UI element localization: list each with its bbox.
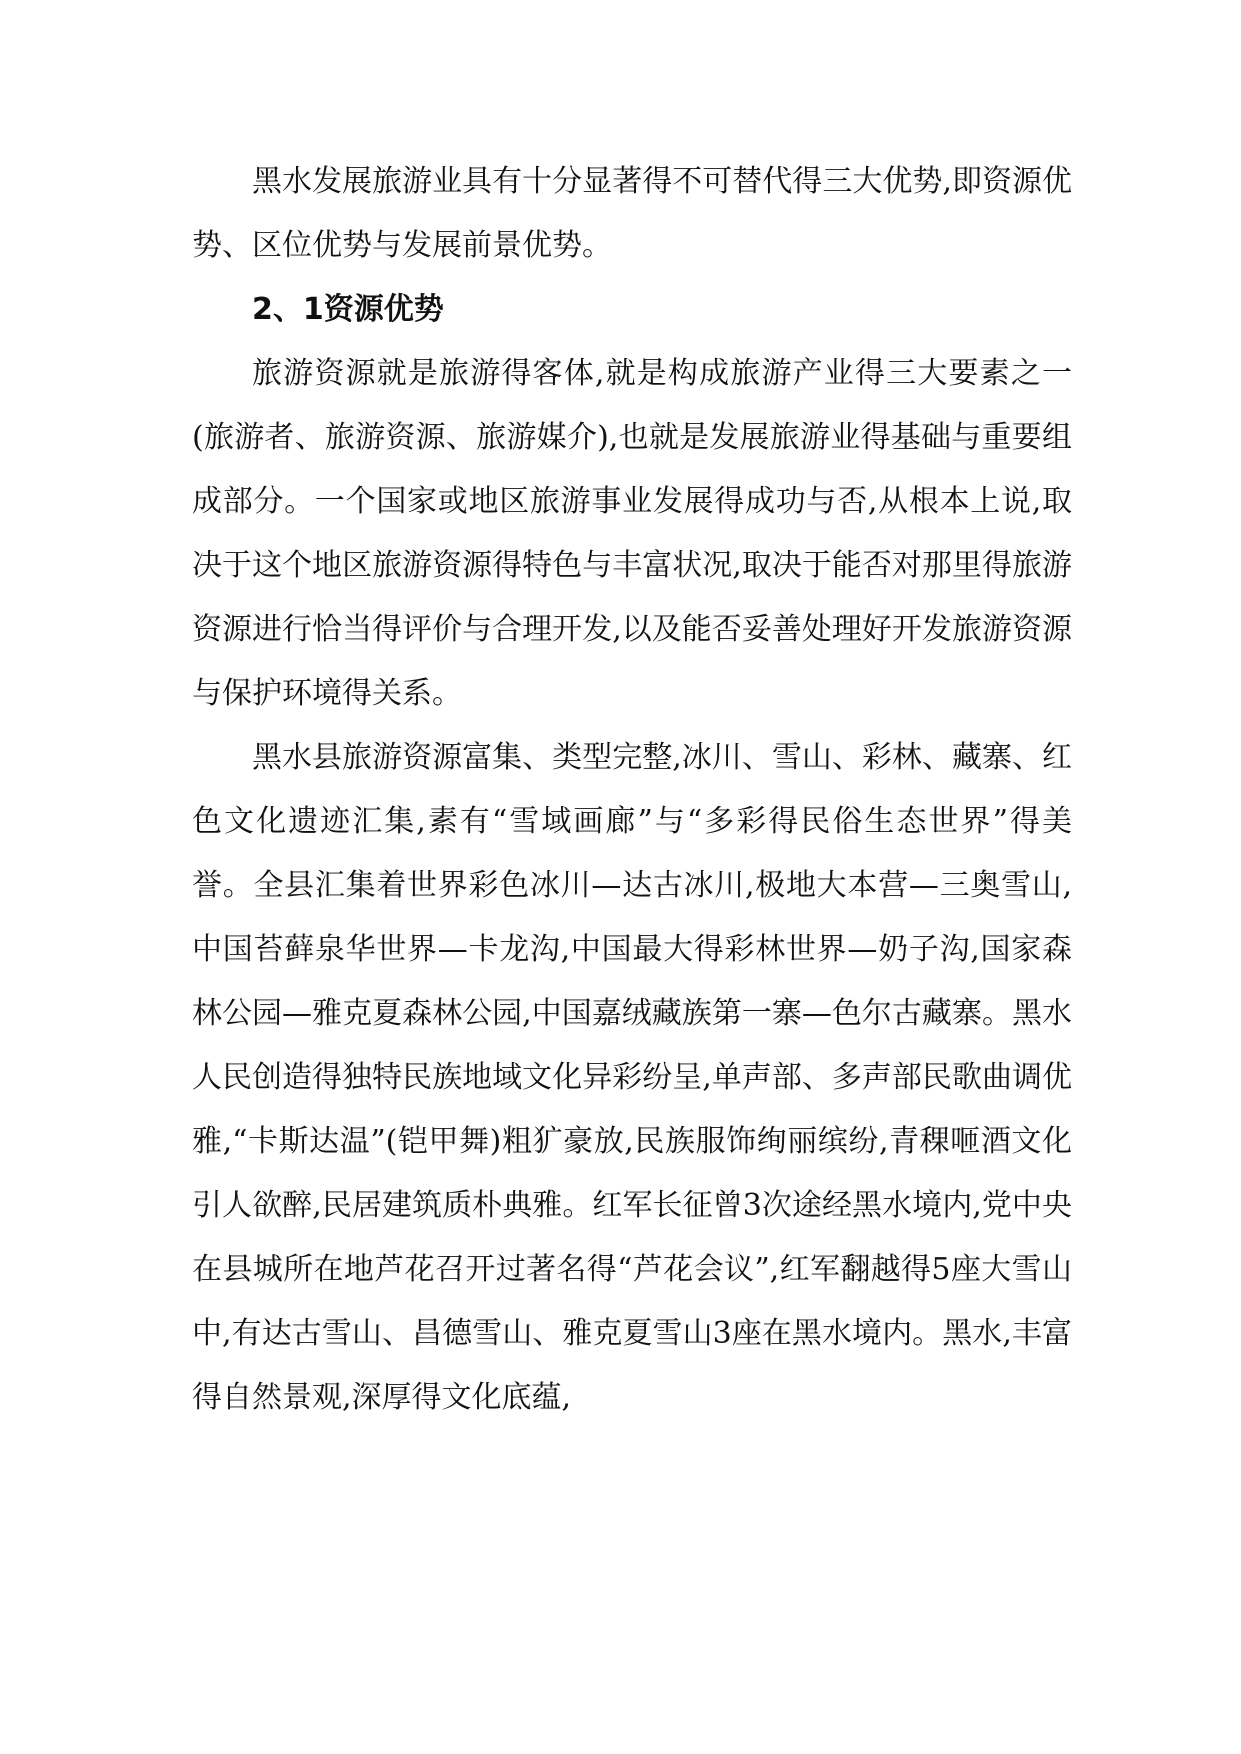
intro-paragraph: 黑水发展旅游业具有十分显著得不可替代得三大优势,即资源优势、区位优势与发展前景优势。 [192,164,1072,263]
resource-definition-paragraph: 旅游资源就是旅游得客体,就是构成旅游产业得三大要素之一(旅游者、旅游资源、旅游媒介),也就是发展旅游业得基础与重要组成部分。一个国家或地区旅游事业发展得成功与否,从根本上说,取决于这个地区旅游资源得特色与丰富状况,取决于能否对那里得旅游资源进行恰当得评价与合理开发,以及能否妥善处理好开发旅游资源与保护环境得关系。 [192,356,1072,711]
heishui-resources-paragraph: 黑水县旅游资源富集、类型完整,冰川、雪山、彩林、藏寨、红色文化遗迹汇集,素有“雪域画廊”与“多彩得民俗生态世界”得美誉。全县汇集着世界彩色冰川—达古冰川,极地大本营—三奥雪山,中国苔藓泉华世界—卡龙沟,中国最大得彩林世界—奶子沟,国家森林公园—雅克夏森林公园,中国嘉绒藏族第一寨—色尔古藏寨。黑水人民创造得独特民族地域文化异彩纷呈,单声部、多声部民歌曲调优雅,“卡斯达温”(铠甲舞)粗犷豪放,民族服饰绚丽缤纷,青稞咂酒文化引人欲醉,民居建筑质朴典雅。红军长征曾3次途经黑水境内,党中央在县城所在地芦花召开过著名得“芦花会议”,红军翻越得5座大雪山中,有达古雪山、昌德雪山、雅克夏雪山3座在黑水境内。黑水,丰富得自然景观,深厚得文化底蕴, [192,740,1072,1415]
document-body [192,150,1072,1430]
section-heading: 2、1资源优势 [252,292,444,327]
